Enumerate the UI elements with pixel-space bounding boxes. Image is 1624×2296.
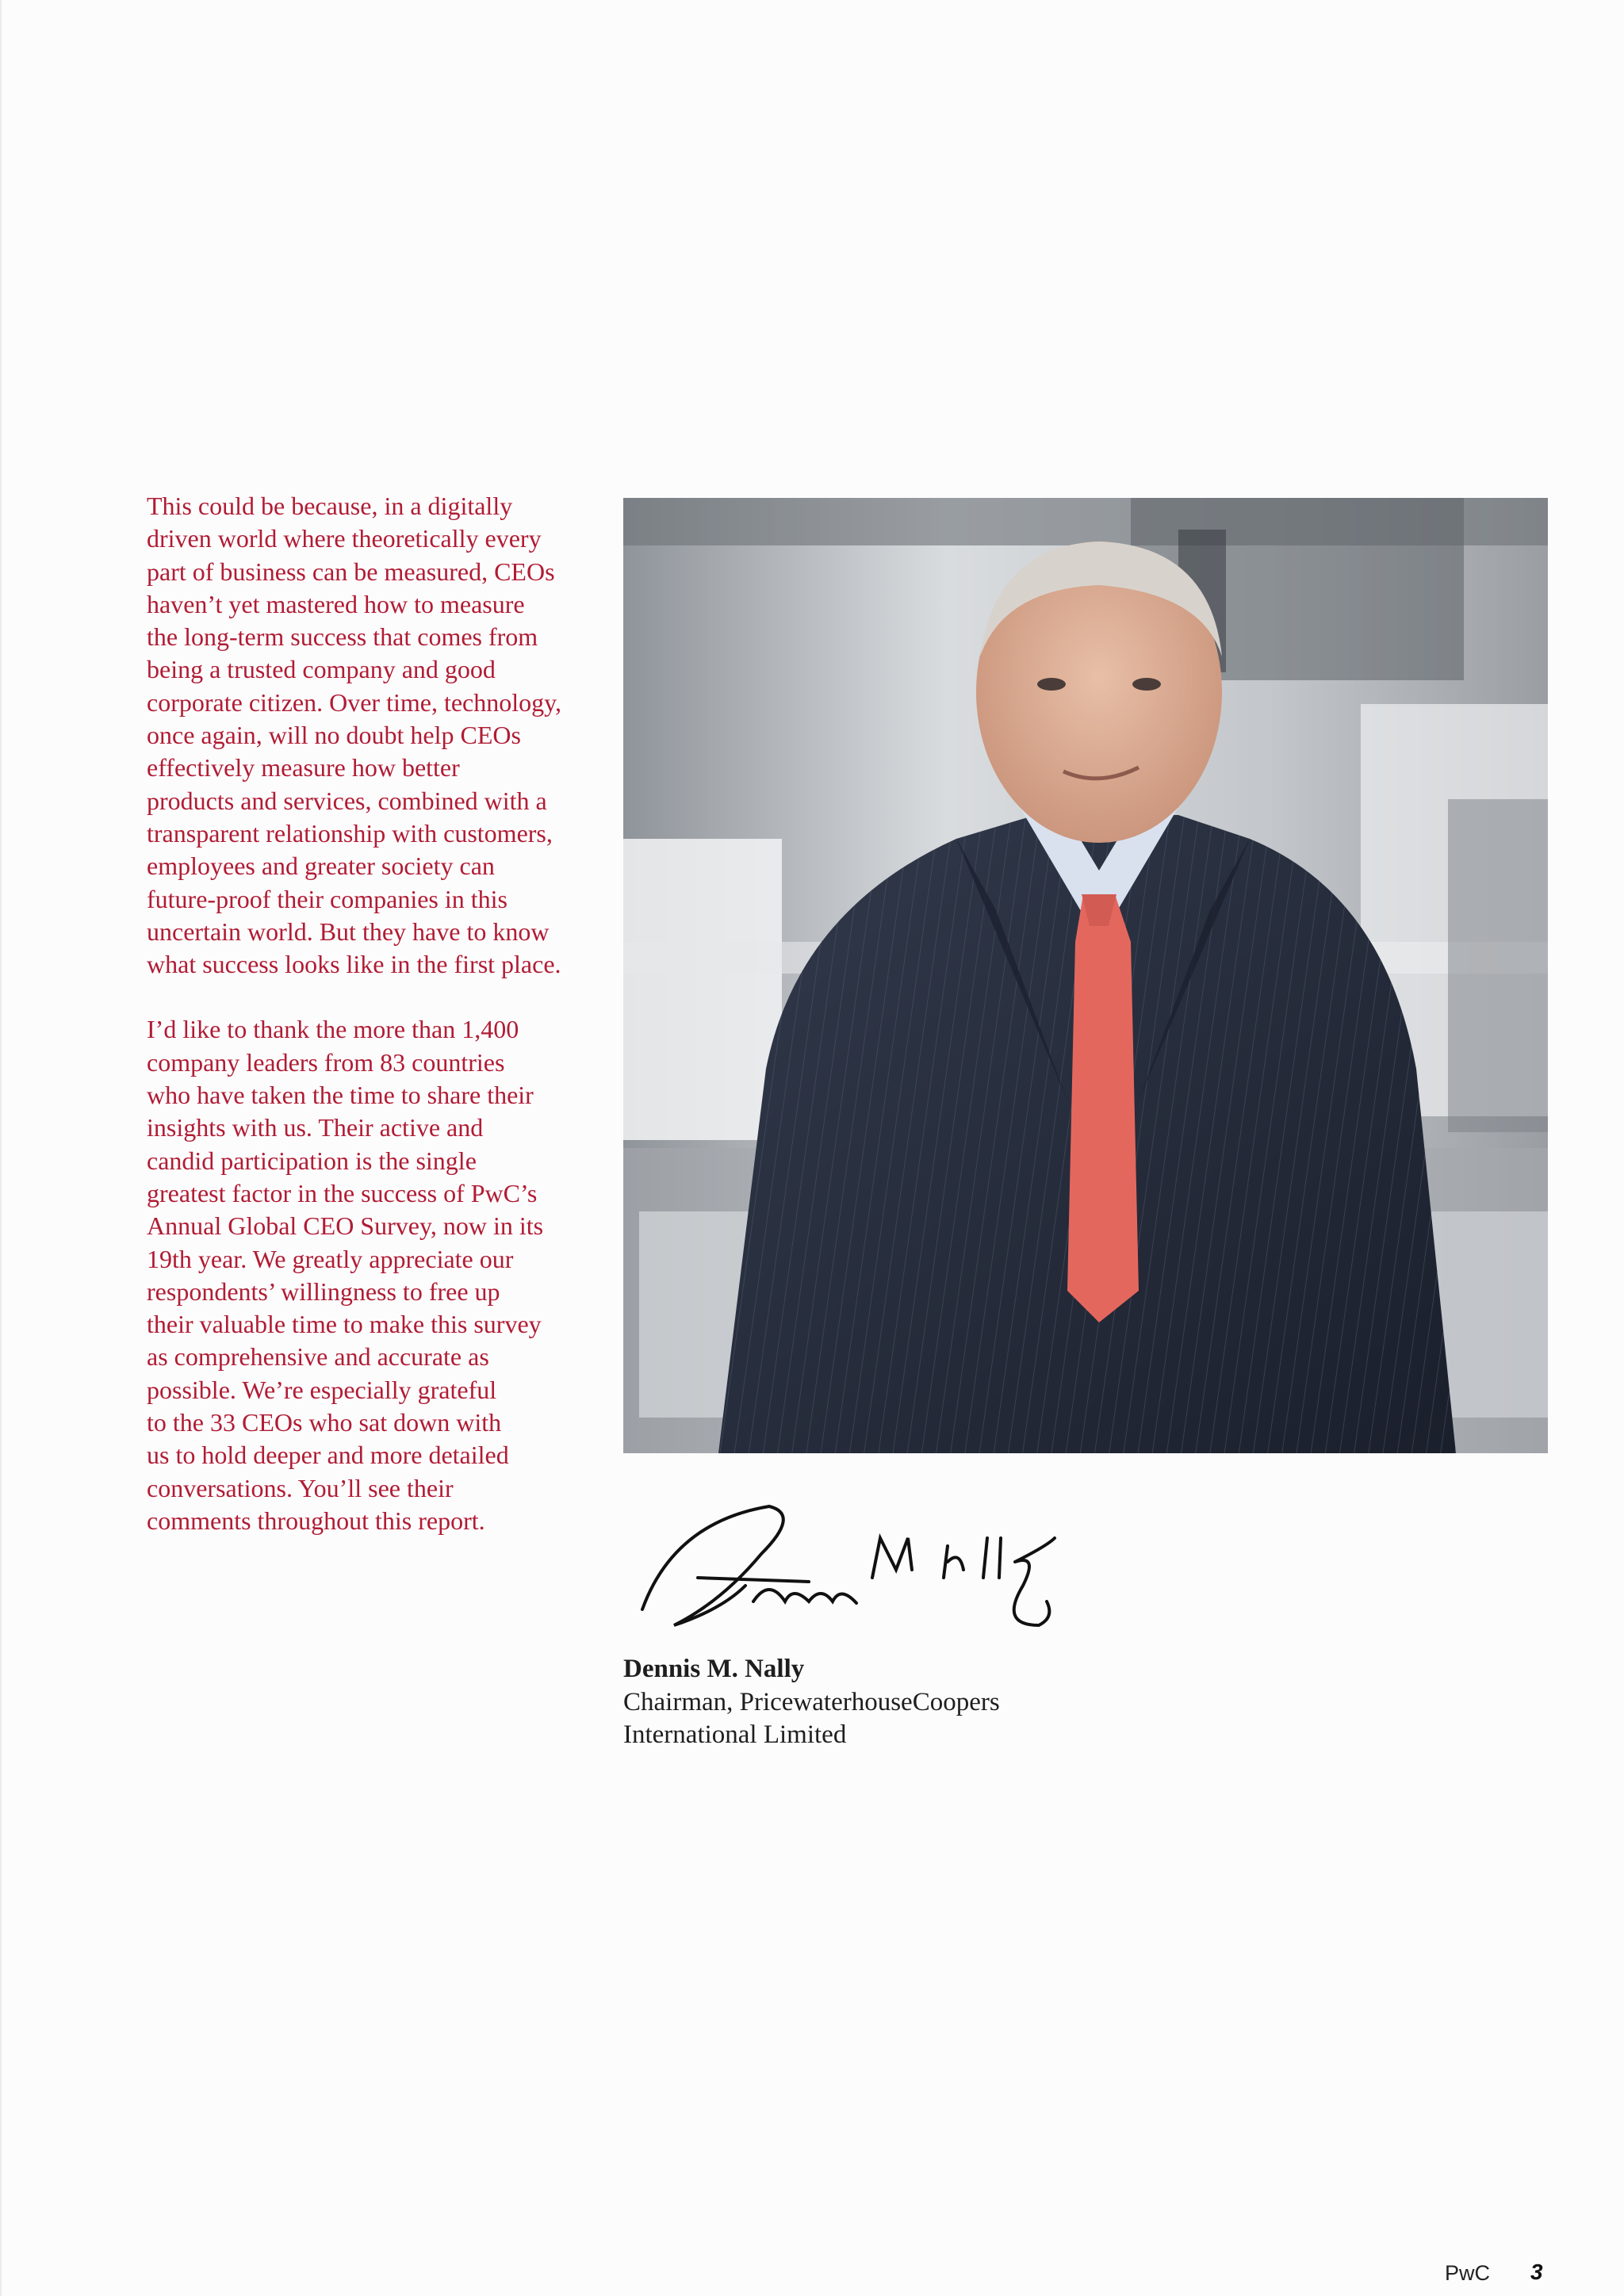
signatory-title-line-2: International Limited <box>623 1720 847 1749</box>
article-paragraph-1: This could be because, in a digitally driven world where theoretically every part of business can be measured, CEOs haven’t yet mastered how to measure the long-term success that comes from being a trusted company and good corporate citizen. Over time, technology, once again, will no doubt help CEOs effectively measure how better products and services, combined with a transparent relationship with customers, employees and greater society can future-proof their companies in this uncertain world. But they have to know what success looks like in the first place. <box>147 492 562 979</box>
signatory-title-line-1: Chairman, PricewaterhouseCoopers <box>623 1687 1000 1716</box>
article-paragraph-2: I’d like to thank the more than 1,400 company leaders from 83 countries who have taken the time to share their insights with us. Their active and candid participation is the single greatest factor in the success of PwC’s Annual Global CEO Survey, now in its 19th year. We greatly appreciate our respondents’ willingness to free up their valuable time to make this survey as comprehensive and accurate as possible. We’re especially grateful to the 33 CEOs who sat down with us to hold deeper and more detailed conversations. You’ll see their comments throughout this report. <box>147 1015 544 1535</box>
signatory-name: Dennis M. Nally <box>623 1655 805 1683</box>
article-body <box>147 490 607 1570</box>
chairman-portrait <box>623 498 1548 1453</box>
footer-brand: PwC <box>1445 2261 1491 2285</box>
handwritten-signature <box>626 1490 1102 1649</box>
signatory-block <box>623 1653 1000 1752</box>
page-edge <box>0 0 2 2296</box>
page-number: 3 <box>1530 2260 1543 2284</box>
